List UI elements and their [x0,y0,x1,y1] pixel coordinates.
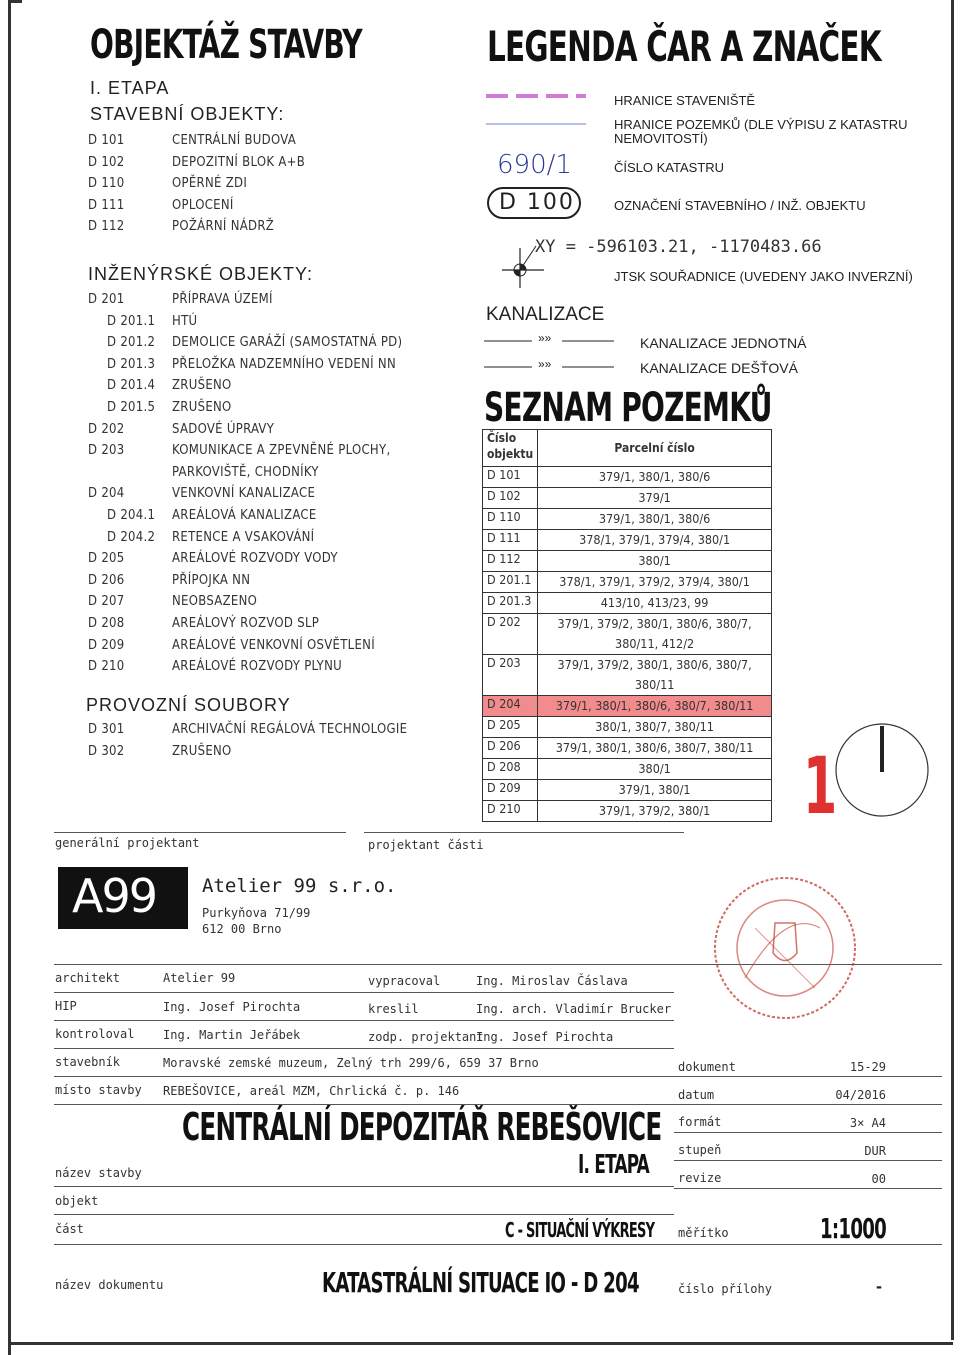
frame-top-mark [8,0,22,3]
objekt-code: D 201.5 [107,400,156,415]
hip-value: Ing. Josef Pirochta [163,1000,301,1014]
objekt-name: SADOVÉ ÚPRAVY [172,421,275,437]
objekt-name: AREÁLOVÉ ROZVODY VODY [172,551,338,567]
objekt-name: OPĚRNÉ ZDI [172,176,248,191]
hranice-pozemku-desc: HRANICE POZEMKŮ (DLE VÝPISU Z KATASTRU NEMOVITOSTÍ) [614,117,908,146]
misto-value: REBEŠOVICE, areál MZM, Chrlická č. p. 146 [163,1084,460,1098]
tb-divider [54,1186,674,1187]
misto-label: místo stavby [55,1083,142,1097]
tb-divider [364,832,684,833]
cell-parcels: 379/1, 380/1, 380/6 [538,467,772,488]
datum-value: 04/2016 [835,1088,886,1102]
cell-parcels: 379/1, 379/2, 380/1 [538,801,772,822]
jtsk-desc: JTSK SOUŘADNICE (UVEDENY JAKO INVERZNÍ) [614,269,913,284]
tb-divider [54,1244,674,1245]
datum-label: datum [678,1088,715,1102]
objekt-name: OPLOCENÍ [172,197,234,213]
tb-divider [674,1160,942,1161]
objekt-code: D 204 [88,486,125,502]
inzenyrske-heading: INŽENÝRSKÉ OBJEKTY: [88,264,314,284]
tb-divider [674,1104,942,1105]
table-row [483,488,772,509]
cell-parcels: 379/1, 380/1, 380/6, 380/7, 380/11 [538,696,772,717]
objekt-code: D 201.1 [107,313,156,329]
cell-object-code: D 206 [483,738,538,759]
frame-bottom [8,1342,953,1345]
cislo-katastru-desc: ČÍSLO KATASTRU [614,160,725,175]
object-sample-box [487,187,581,219]
objekt-name: VENKOVNÍ KANALIZACE [172,486,316,502]
objekt-code: D 210 [88,659,125,675]
objekt-name: ARCHIVAČNÍ REGÁLOVÁ TECHNOLOGIE [172,722,408,737]
objekt-code: D 110 [88,176,125,191]
objekt-name: ZRUŠENO [172,400,232,415]
objekt-code: D 209 [88,637,125,653]
cell-parcels: 413/10, 413/23, 99 [538,593,772,614]
revize-value: 00 [871,1172,886,1186]
stupen-label: stupeň [678,1143,722,1157]
cell-object-code: D 112 [483,551,538,572]
a99-logo [58,867,188,929]
cell-parcels: 379/1, 379/2, 380/1, 380/6, 380/7, 380/11 [538,655,772,696]
objekt-code: D 206 [88,572,125,588]
authorization-stamp-icon [705,868,865,1028]
cell-object-code: D 110 [483,509,538,530]
tb-divider [54,1048,674,1049]
cast-label: část [55,1222,84,1236]
tb-divider [674,1188,942,1189]
objekt-name: AREÁLOVÉ VENKOVNÍ OSVĚTLENÍ [172,637,375,653]
kanalizace-destova-symbol: »» [538,357,552,371]
table-row [483,780,772,801]
tb-divider [54,832,346,833]
cell-object-code: D 205 [483,717,538,738]
cell-object-code: D 208 [483,759,538,780]
kreslil-value: Ing. arch. Vladimír Brucker [476,1002,672,1016]
table-row [483,801,772,822]
cell-object-code: D 209 [483,780,538,801]
kanalizace-destova-desc: KANALIZACE DEŠŤOVÁ [640,360,798,376]
table-row [483,738,772,759]
cell-parcels: 379/1 [538,488,772,509]
north-label: 1 [803,742,837,832]
frame-right [951,0,954,1340]
company-address2: 612 00 Brno [202,922,282,936]
meritko-label: měřítko [678,1226,729,1240]
kanalizace-jednotna-symbol: »» [538,331,552,345]
cell-parcels: 379/1, 380/1 [538,780,772,801]
cell-parcels: 378/1, 379/1, 379/4, 380/1 [538,530,772,551]
tb-divider [674,1244,942,1245]
cell-object-code: D 101 [483,467,538,488]
objekt-name: AREÁLOVÝ ROZVOD SLP [172,616,320,631]
objekt-code: D 201.2 [107,335,156,351]
col-parcel-header: Parcelní číslo [538,430,772,467]
objekt-code: D 208 [88,616,125,631]
kontroloval-value: Ing. Martin Jeřábek [163,1028,301,1042]
cell-object-code: D 111 [483,530,538,551]
cell-parcels: 378/1, 379/1, 379/2, 379/4, 380/1 [538,572,772,593]
objekt-code: D 201 [88,292,125,307]
table-row [483,717,772,738]
table-row [483,509,772,530]
format-value: 3× A4 [849,1116,886,1130]
objekt-code: D 111 [88,197,125,213]
table-row [483,759,772,780]
cell-object-code: D 203 [483,655,538,696]
priloha-value: - [876,1276,882,1296]
projektant-casti-label: projektant části [368,838,484,852]
objekt-name: POŽÁRNÍ NÁDRŽ [172,219,275,234]
architekt-label: architekt [55,971,121,985]
nazev-dokumentu-value: KATASTRÁLNÍ SITUACE IO - D 204 [322,1266,639,1299]
cell-object-code: D 202 [483,614,538,655]
cell-object-code: D 204 [483,696,538,717]
nazev-stavby-value: CENTRÁLNÍ DEPOZITÁŘ REBEŠOVICE [182,1105,662,1149]
objekt-label: objekt [55,1194,99,1208]
objekt-name: PŘÍPRAVA ÚZEMÍ [172,292,273,307]
objekt-name: PŘÍPOJKA NN [172,572,251,588]
table-row [483,530,772,551]
vypracoval-value: Ing. Miroslav Čáslava [476,974,628,988]
col-code-header: Číslo objektu [483,430,538,467]
cell-parcels: 380/1, 380/7, 380/11 [538,717,772,738]
table-row [483,467,772,488]
kanalizace-heading: KANALIZACE [486,304,605,325]
objekt-code: D 204.2 [107,529,156,545]
company-name: Atelier 99 s.r.o. [202,875,397,897]
zodp-value: Ing. Josef Pirochta [476,1030,614,1044]
kreslil-label: kreslil [368,1002,419,1016]
oznaceni-objektu-desc: OZNAČENÍ STAVEBNÍHO / INŽ. OBJEKTU [614,198,866,213]
cell-parcels: 379/1, 379/2, 380/1, 380/6, 380/7, 380/11, 412/2 [538,614,772,655]
objekt-code: D 112 [88,219,125,234]
dokument-label: dokument [678,1060,736,1074]
objekt-name: NEOBSAZENO [172,594,258,610]
table-row [483,593,772,614]
frame-left [8,0,11,1355]
tb-divider [54,1214,674,1215]
nazev-stavby-label: název stavby [55,1166,142,1180]
table-row [483,696,772,717]
a99-logo-text: A99 [72,869,157,923]
objekt-name: DEPOZITNÍ BLOK A+B [172,154,306,170]
table-row [483,572,772,593]
cell-parcels: 379/1, 380/1, 380/6 [538,509,772,530]
legenda-title: LEGENDA ČAR A ZNAČEK [487,22,881,71]
objekt-code: D 207 [88,594,125,610]
parcel-sample: 690/1 [497,150,572,180]
tb-divider [54,992,674,993]
kontroloval-label: kontroloval [55,1027,135,1041]
objekt-name: HTÚ [172,313,198,329]
seznam-title: SEZNAM POZEMKŮ [484,385,772,431]
etapa-label: I. ETAPA [90,78,170,98]
cell-object-code: D 210 [483,801,538,822]
meritko-value: 1:1000 [820,1212,887,1245]
objekt-name: ZRUŠENO [172,378,232,394]
kanalizace-jednotna-desc: KANALIZACE JEDNOTNÁ [640,335,807,351]
objekt-name: KOMUNIKACE A ZPEVNĚNÉ PLOCHY, [172,443,391,459]
objekt-code: D 205 [88,551,125,567]
hranice-staveniste-line [486,92,586,100]
stavebnik-label: stavebník [55,1055,121,1069]
xy-coords: XY = -596103.21, -1170483.66 [535,237,822,257]
provozni-heading: PROVOZNÍ SOUBORY [86,695,291,715]
objekt-code: D 102 [88,154,125,170]
cell-parcels: 379/1, 380/1, 380/6, 380/7, 380/11 [538,738,772,759]
stavebnik-value: Moravské zemské muzeum, Zelný trh 299/6, 659 37 Brno [163,1056,539,1070]
revize-label: revize [678,1171,722,1185]
objekt-name: DEMOLICE GARÁŽÍ (SAMOSTATNÁ PD) [172,335,403,351]
stupen-value: DUR [864,1144,886,1158]
objekt-code: D 301 [88,722,125,737]
company-address1: Purkyňova 71/99 [202,906,311,920]
hip-label: HIP [55,999,77,1013]
table-row [483,551,772,572]
cell-object-code: D 201.3 [483,593,538,614]
stavebni-heading: STAVEBNÍ OBJEKTY: [90,104,285,124]
format-label: formát [678,1115,722,1129]
dokument-value: 15-29 [849,1060,886,1074]
tb-divider [54,1020,674,1021]
objekt-name: ZRUŠENO [172,743,232,759]
generalni-projektant-label: generální projektant [55,836,200,850]
zodp-label: zodp. projektant [368,1030,484,1044]
cell-parcels: 380/1 [538,551,772,572]
architekt-value: Atelier 99 [163,971,236,985]
objekt-name: RETENCE A VSAKOVÁNÍ [172,529,315,545]
objekt-name: AREÁLOVÁ KANALIZACE [172,508,317,523]
tb-divider [674,1132,942,1133]
priloha-label: číslo přílohy [678,1282,772,1296]
cell-object-code: D 201.1 [483,572,538,593]
objektaz-title: OBJEKTÁŽ STAVBY [90,22,362,68]
table-row [483,614,772,655]
objekt-name: PŘELOŽKA NADZEMNÍHO VEDENÍ NN [172,356,397,372]
hranice-pozemku-line [486,122,586,126]
objekt-code: D 203 [88,443,125,459]
tb-divider [54,1076,942,1077]
objekt-name: PARKOVIŠTĚ, CHODNÍKY [172,464,319,480]
objekt-name: AREÁLOVÉ ROZVODY PLYNU [172,659,342,675]
seznam-header-row [483,430,772,467]
etapa-value: I. ETAPA [578,1150,649,1180]
cell-object-code: D 102 [483,488,538,509]
nazev-dokumentu-label: název dokumentu [55,1278,164,1292]
objekt-code: D 204.1 [107,508,156,523]
cell-parcels: 380/1 [538,759,772,780]
objekt-code: D 202 [88,421,125,437]
table-row [483,655,772,696]
object-sample-label: D 100 [499,190,575,215]
objekt-code: D 201.3 [107,356,156,372]
vypracoval-label: vypracoval [368,974,441,988]
objekt-code: D 201.4 [107,378,156,394]
hranice-staveniste-desc: HRANICE STAVENIŠTĚ [614,93,756,108]
objekt-name: CENTRÁLNÍ BUDOVA [172,133,296,148]
seznam-table [482,429,772,822]
cast-value: C - SITUAČNÍ VÝKRESY [505,1218,655,1242]
objekt-code: D 302 [88,743,125,759]
objekt-code: D 101 [88,133,125,148]
